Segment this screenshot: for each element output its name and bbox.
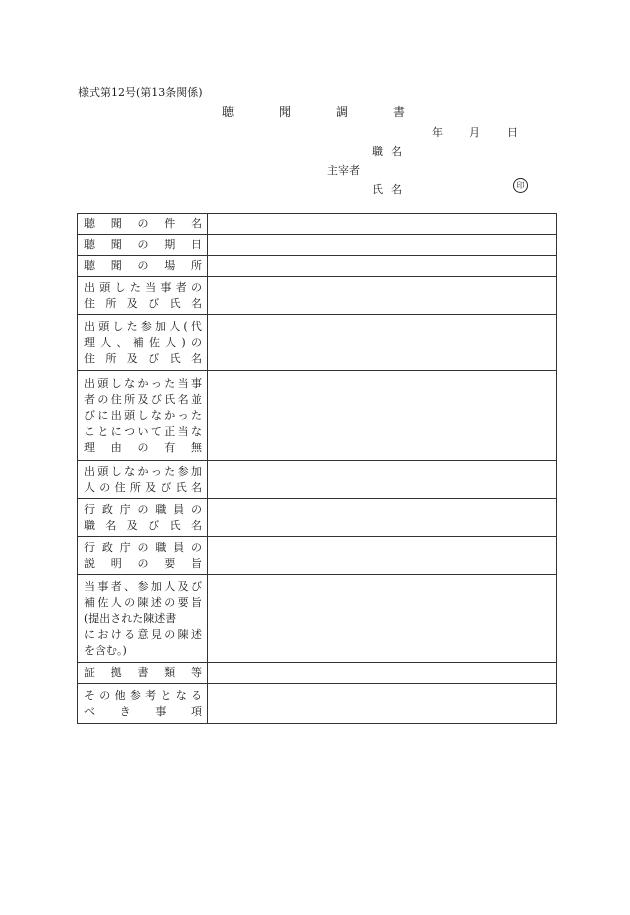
row-value-cell — [208, 663, 557, 684]
table-row — [78, 663, 557, 684]
row-label — [78, 315, 208, 371]
label-line: を含む。) — [84, 643, 127, 657]
table-row — [78, 315, 557, 371]
title-char-2: 聞 — [279, 105, 292, 119]
row-label — [78, 235, 208, 256]
label-line: べ き 事 項 — [84, 704, 202, 718]
label-line: 聴 聞 の 件 名 — [84, 217, 202, 230]
row-value-cell — [208, 235, 557, 256]
job-title-label: 職名 — [372, 145, 410, 158]
row-value-cell — [208, 277, 557, 315]
row-value-cell — [208, 371, 557, 461]
row-label — [78, 277, 208, 315]
presider-label: 主宰者 — [327, 164, 360, 177]
label-line: 出 頭 し な か っ た 参 加 — [84, 464, 202, 478]
row-value-cell — [208, 684, 557, 724]
hearing-record-table — [77, 213, 557, 724]
table-row — [78, 256, 557, 277]
row-label — [78, 371, 208, 461]
label-line: 聴 聞 の 期 日 — [84, 238, 202, 251]
row-label — [78, 214, 208, 235]
date-line — [432, 124, 518, 140]
row-value-cell — [208, 537, 557, 575]
row-label — [78, 461, 208, 499]
label-line: に お け る 意 見 の 陳 述 — [84, 627, 202, 641]
row-value-cell — [208, 499, 557, 537]
row-label — [78, 499, 208, 537]
month-label: 月 — [469, 126, 480, 139]
row-label — [78, 256, 208, 277]
form-number: 様式第12号(第13条関係) — [78, 86, 203, 99]
table-row — [78, 235, 557, 256]
label-line: 証 拠 書 類 等 — [84, 666, 202, 679]
label-line: 聴 聞 の 場 所 — [84, 259, 202, 272]
label-line: そ の 他 参 考 と な る — [84, 688, 202, 702]
table-row — [78, 684, 557, 724]
label-line: 人 の 住 所 及 び 氏 名 — [84, 480, 202, 494]
label-line: 行 政 庁 の 職 員 の — [84, 540, 202, 554]
label-line: 出 頭 し た 当 事 者 の — [84, 280, 202, 294]
table-row — [78, 214, 557, 235]
seal-mark: 印 — [513, 178, 528, 193]
name-label: 氏名 — [372, 183, 410, 196]
label-line: 補 佐 人 の 陳 述 の 要 旨 — [84, 595, 202, 609]
label-line: 住 所 及 び 氏 名 — [84, 351, 202, 365]
table-row — [78, 499, 557, 537]
label-line: 理 人 、 補 佐 人 ) の — [84, 335, 202, 349]
row-value-cell — [208, 214, 557, 235]
label-line: 説 明 の 要 旨 — [84, 556, 202, 570]
row-label — [78, 684, 208, 724]
row-label — [78, 537, 208, 575]
label-line: 出 頭 し た 参 加 人 ( 代 — [84, 319, 202, 333]
table-row — [78, 371, 557, 461]
table-row — [78, 575, 557, 663]
row-value-cell — [208, 315, 557, 371]
title-char-1: 聴 — [222, 105, 235, 119]
table-row — [78, 277, 557, 315]
label-line: 住 所 及 び 氏 名 — [84, 296, 202, 310]
title-char-3: 調 — [336, 105, 349, 119]
label-line: 職 名 及 び 氏 名 — [84, 518, 202, 532]
row-label — [78, 663, 208, 684]
label-line: 出 頭 し な か っ た 当 事 — [84, 376, 202, 390]
label-line: 当 事 者 、 参 加 人 及 び — [84, 579, 202, 593]
label-line: (提出された陳述書 — [84, 611, 177, 625]
row-value-cell — [208, 461, 557, 499]
label-line: 理 由 の 有 無 — [84, 440, 202, 454]
year-label: 年 — [432, 126, 443, 139]
document-title — [222, 103, 405, 120]
day-label: 日 — [507, 126, 518, 139]
table-row — [78, 537, 557, 575]
label-line: 者 の 住 所 及 び 氏 名 並 — [84, 392, 202, 406]
label-line: こ と に つ い て 正 当 な — [84, 424, 202, 438]
table-row — [78, 461, 557, 499]
title-char-4: 書 — [393, 105, 406, 119]
label-line: び に 出 頭 し な か っ た — [84, 408, 202, 422]
row-value-cell — [208, 575, 557, 663]
label-line: 行 政 庁 の 職 員 の — [84, 502, 202, 516]
row-label — [78, 575, 208, 663]
row-value-cell — [208, 256, 557, 277]
